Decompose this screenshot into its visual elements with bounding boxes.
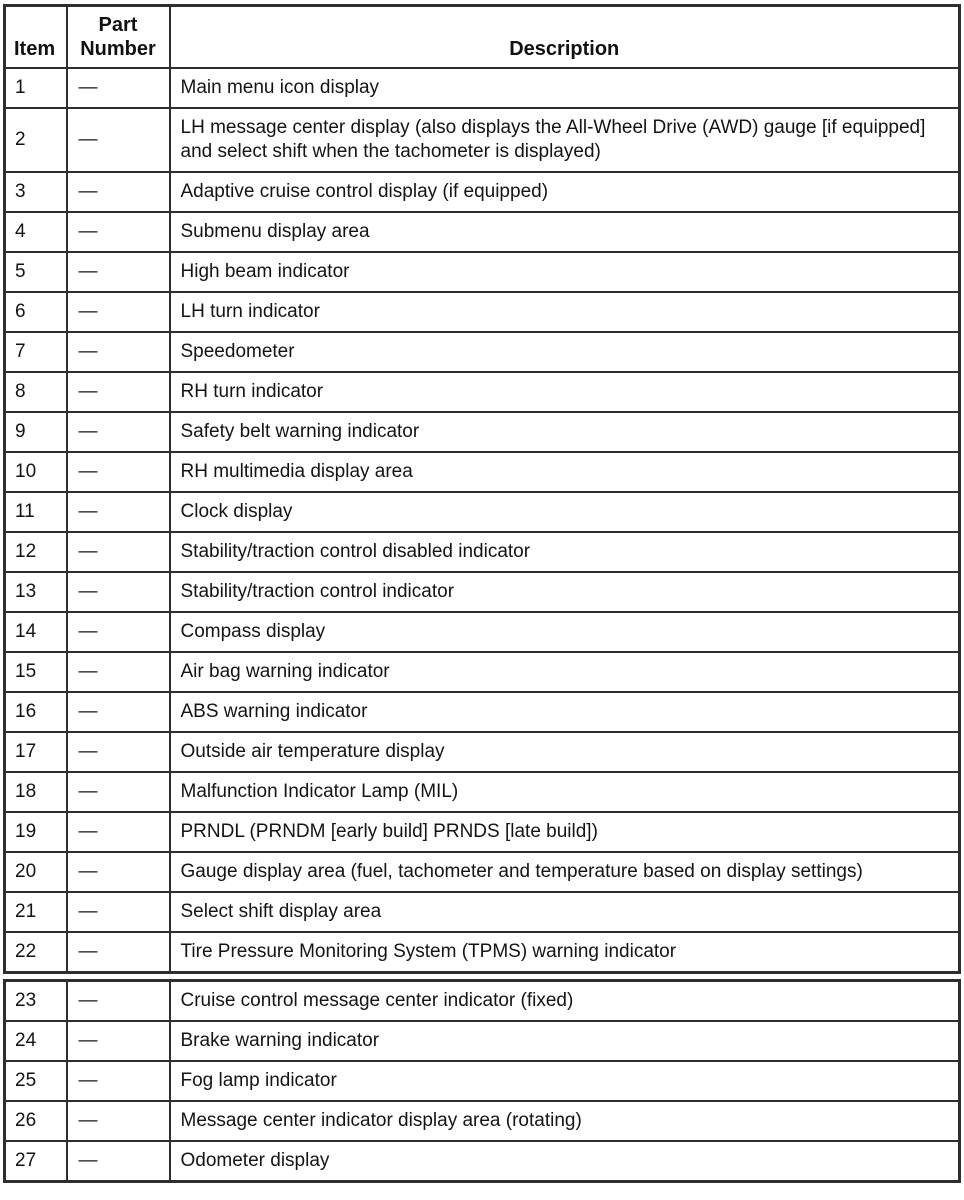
part-number-cell: — — [67, 172, 170, 212]
part-number-cell: — — [67, 732, 170, 772]
description-cell: LH turn indicator — [170, 292, 960, 332]
part-number-cell: — — [67, 68, 170, 108]
table-row — [5, 452, 960, 492]
part-number-cell: — — [67, 412, 170, 452]
table-row — [5, 1101, 960, 1141]
table-body-items-1-22 — [5, 68, 960, 973]
description-cell: Gauge display area (fuel, tachometer and temperature based on display settings) — [170, 852, 960, 892]
description-cell: Odometer display — [170, 1141, 960, 1182]
description-cell: Brake warning indicator — [170, 1021, 960, 1061]
table-row — [5, 172, 960, 212]
part-number-cell: — — [67, 852, 170, 892]
part-number-cell: — — [67, 572, 170, 612]
description-cell: ABS warning indicator — [170, 692, 960, 732]
description-cell: LH message center display (also displays the All-Wheel Drive (AWD) gauge [if equipped] and select shift when the tachometer is displayed) — [170, 108, 960, 172]
description-cell: Outside air temperature display — [170, 732, 960, 772]
description-cell: Message center indicator display area (rotating) — [170, 1101, 960, 1141]
table-row — [5, 412, 960, 452]
table-row — [5, 68, 960, 108]
table-row — [5, 692, 960, 732]
table-header — [5, 6, 960, 69]
part-number-cell: — — [67, 492, 170, 532]
part-number-cell: — — [67, 452, 170, 492]
part-number-cell: — — [67, 372, 170, 412]
part-number-cell: — — [67, 692, 170, 732]
table-row — [5, 372, 960, 412]
description-cell: Malfunction Indicator Lamp (MIL) — [170, 772, 960, 812]
description-cell: Tire Pressure Monitoring System (TPMS) warning indicator — [170, 932, 960, 973]
part-number-cell: — — [67, 108, 170, 172]
table-row — [5, 772, 960, 812]
part-number-cell: — — [67, 892, 170, 932]
table-row — [5, 1061, 960, 1101]
item-cell: 1 — [5, 68, 67, 108]
item-cell: 6 — [5, 292, 67, 332]
item-cell: 24 — [5, 1021, 67, 1061]
description-cell: Clock display — [170, 492, 960, 532]
part-number-cell: — — [67, 1061, 170, 1101]
item-cell: 23 — [5, 981, 67, 1022]
description-cell: Submenu display area — [170, 212, 960, 252]
table-row — [5, 812, 960, 852]
table-body-items-23-27 — [5, 981, 960, 1182]
description-cell: Stability/traction control indicator — [170, 572, 960, 612]
description-cell: Fog lamp indicator — [170, 1061, 960, 1101]
item-cell: 3 — [5, 172, 67, 212]
item-cell: 19 — [5, 812, 67, 852]
table-row — [5, 212, 960, 252]
table-row — [5, 612, 960, 652]
item-cell: 13 — [5, 572, 67, 612]
item-cell: 17 — [5, 732, 67, 772]
part-number-cell: — — [67, 1141, 170, 1182]
description-cell: RH turn indicator — [170, 372, 960, 412]
parts-table-continued — [3, 979, 961, 1183]
table-row — [5, 652, 960, 692]
table-row — [5, 932, 960, 973]
description-cell: PRNDL (PRNDM [early build] PRNDS [late build]) — [170, 812, 960, 852]
description-cell: Stability/traction control disabled indicator — [170, 532, 960, 572]
table-row — [5, 252, 960, 292]
table-row — [5, 108, 960, 172]
part-number-cell: — — [67, 772, 170, 812]
item-cell: 2 — [5, 108, 67, 172]
part-number-cell: — — [67, 981, 170, 1022]
header-row — [5, 6, 960, 69]
item-cell: 10 — [5, 452, 67, 492]
column-header-description: Description — [170, 6, 960, 69]
table-row — [5, 572, 960, 612]
item-cell: 26 — [5, 1101, 67, 1141]
table-row — [5, 892, 960, 932]
description-cell: Compass display — [170, 612, 960, 652]
part-number-cell: — — [67, 932, 170, 973]
item-cell: 5 — [5, 252, 67, 292]
part-number-cell: — — [67, 812, 170, 852]
part-number-cell: — — [67, 252, 170, 292]
item-cell: 22 — [5, 932, 67, 973]
part-number-cell: — — [67, 212, 170, 252]
table-row — [5, 492, 960, 532]
description-cell: RH multimedia display area — [170, 452, 960, 492]
description-cell: Adaptive cruise control display (if equipped) — [170, 172, 960, 212]
table-row — [5, 1021, 960, 1061]
description-cell: Cruise control message center indicator (fixed) — [170, 981, 960, 1022]
table-row — [5, 981, 960, 1022]
column-header-part-number: Part Number — [67, 6, 170, 69]
description-cell: High beam indicator — [170, 252, 960, 292]
table-row — [5, 732, 960, 772]
table-row — [5, 292, 960, 332]
part-number-cell: — — [67, 1101, 170, 1141]
item-cell: 9 — [5, 412, 67, 452]
part-number-cell: — — [67, 292, 170, 332]
item-cell: 21 — [5, 892, 67, 932]
item-cell: 18 — [5, 772, 67, 812]
table-row — [5, 1141, 960, 1182]
table-row — [5, 532, 960, 572]
item-cell: 27 — [5, 1141, 67, 1182]
item-cell: 16 — [5, 692, 67, 732]
item-cell: 11 — [5, 492, 67, 532]
item-cell: 8 — [5, 372, 67, 412]
description-cell: Select shift display area — [170, 892, 960, 932]
part-number-cell: — — [67, 332, 170, 372]
table-row — [5, 332, 960, 372]
item-cell: 25 — [5, 1061, 67, 1101]
item-cell: 12 — [5, 532, 67, 572]
item-cell: 20 — [5, 852, 67, 892]
item-cell: 14 — [5, 612, 67, 652]
part-number-cell: — — [67, 532, 170, 572]
description-cell: Air bag warning indicator — [170, 652, 960, 692]
parts-table-main — [3, 4, 961, 974]
item-cell: 4 — [5, 212, 67, 252]
part-number-cell: — — [67, 1021, 170, 1061]
column-header-item: Item — [5, 6, 67, 69]
description-cell: Safety belt warning indicator — [170, 412, 960, 452]
description-cell: Speedometer — [170, 332, 960, 372]
item-cell: 15 — [5, 652, 67, 692]
description-cell: Main menu icon display — [170, 68, 960, 108]
part-number-cell: — — [67, 612, 170, 652]
part-number-cell: — — [67, 652, 170, 692]
item-cell: 7 — [5, 332, 67, 372]
table-row — [5, 852, 960, 892]
